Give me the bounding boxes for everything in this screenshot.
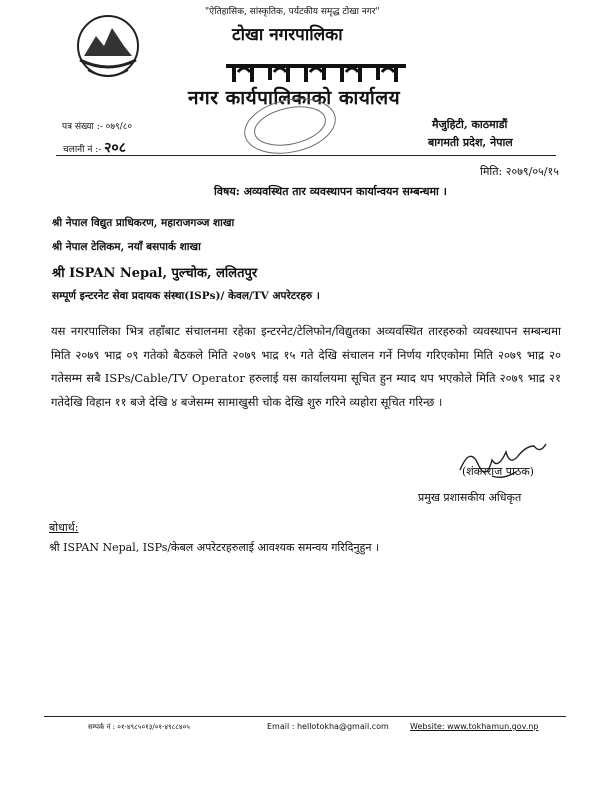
footer-phone: सम्पर्क नं : ०१-४९८५०१३/०१-४९८८४०५ [88, 723, 190, 731]
signatory-name: (शंकरराज पाठक) [462, 465, 534, 478]
recipient-line: सम्पूर्ण इन्टरनेट सेवा प्रदायक संस्था(ISPs)/ केवल/TV अपरेटरहरु । [52, 290, 320, 302]
municipality-wordmark-logo [226, 50, 406, 86]
recipient-line: श्री नेपाल विद्युत प्राधिकरण, महाराजगञ्ज शाखा [52, 217, 235, 229]
reference-number: पत्र संख्या :- ०७९/८० [62, 122, 133, 132]
letterhead-tagline: "ऐतिहासिक, सांस्कृतिक, पर्यटकीय समृद्ध टोखा नगर" [205, 7, 380, 17]
letter-subject: विषय: अव्यवस्थित तार व्यवस्थापन कार्यान्वयन सम्बन्धमा । [214, 185, 447, 198]
cc-text: श्री ISPAN Nepal, ISPs/केबल अपरेटरहरुलाई आवश्यक समन्वय गरिदिनुहुन । [49, 541, 380, 554]
header-divider [56, 155, 556, 156]
cc-label: बोधार्थ: [49, 521, 79, 534]
municipality-name: टोखा नगरपालिका [232, 25, 343, 45]
office-title: नगर कार्यपालिकाको कार्यालय [188, 87, 401, 109]
letter-body: यस नगरपालिका भित्र तहाँबाट संचालनमा रहेका इन्टरनेट/टेलिफोन/विद्युतका अव्यवस्थित तारहरुको व्यवस्थापन सम्बन्धमा मिति २०७९ भाद्र ०९ गतेको बैठकले मिति २०७९ भाद्र १५ गते देखि संचालन गर्ने निर्णय गरिएकोमा मिति २०७९ भाद्र २० गतेसम्म सबै ISPs/Cable/TV Operator हरुलाई यस कार्यालयमा सूचित हुन म्याद थप भएकोले मिति २०७९ भाद्र २१ गतेदेखि विहान ११ बजे देखि ४ बजेसम्म सामाखुसी चोक देखि शुरु गरिने व्यहोरा सूचित गरिन्छ । [51, 324, 561, 409]
address-line-2: बागमती प्रदेश, नेपाल [428, 136, 513, 149]
footer-website-link[interactable]: Website: www.tokhamun.gov.np [410, 722, 539, 731]
recipient-line: श्री नेपाल टेलिकम, नयाँ बसपार्क शाखा [52, 241, 201, 253]
dispatch-number: २०८ [104, 140, 126, 156]
recipient-line: श्री ISPAN Nepal, पुल्चोक, ललितपुर [52, 266, 258, 281]
dispatch-label: चलानी नं :- [63, 145, 102, 155]
nepal-emblem-icon [74, 12, 142, 84]
footer-divider [44, 716, 566, 717]
address-line-1: मैजुहिटी, काठमाडौं [432, 118, 508, 131]
letter-date: मिति: २०७९/०५/१५ [480, 165, 559, 178]
footer-email-link[interactable]: Email : hellotokha@gmail.com [267, 722, 389, 731]
signatory-title: प्रमुख प्रशासकीय अधिकृत [418, 491, 522, 504]
office-seal-stamp [240, 96, 340, 156]
